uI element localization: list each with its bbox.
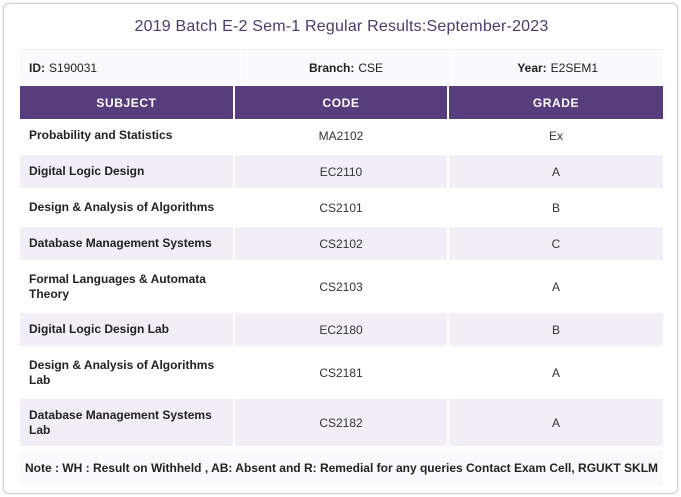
subject-cell: Database Management Systems Lab [20,399,235,449]
subject-cell: Digital Logic Design [20,155,235,191]
subject-cell: Probability and Statistics [20,119,235,155]
table-row [20,349,663,399]
grade-cell: A [449,155,663,191]
branch-cell [241,51,453,85]
year-cell [452,51,663,85]
subject-cell: Design & Analysis of Algorithms [20,191,235,227]
subject-cell: Formal Languages & Automata Theory [20,263,235,313]
year-label: Year: [517,61,547,75]
student-id-value: S190031 [49,61,98,75]
code-cell: CS2103 [235,263,449,313]
results-card [3,3,678,494]
code-cell: CS2102 [235,227,449,263]
student-id-label: ID: [29,61,45,75]
grades-table [20,86,663,449]
subject-cell: Design & Analysis of Algorithms Lab [20,349,235,399]
table-header-row [20,86,663,119]
student-id-cell [20,51,241,85]
grade-cell: A [449,399,663,449]
title-divider [20,49,663,50]
code-cell: CS2101 [235,191,449,227]
table-row [20,313,663,349]
table-row [20,155,663,191]
grade-cell: Ex [449,119,663,155]
code-cell: CS2182 [235,399,449,449]
table-row [20,119,663,155]
subject-cell: Digital Logic Design Lab [20,313,235,349]
code-cell: MA2102 [235,119,449,155]
grade-cell: B [449,313,663,349]
table-row [20,227,663,263]
code-cell: EC2180 [235,313,449,349]
header-grade: GRADE [449,86,663,119]
results-note: Note : WH : Result on Withheld , AB: Absent and R: Remedial for any queries Contact Exam Cell, RGUKT SKLM [20,450,663,486]
header-subject: SUBJECT [20,86,235,119]
branch-label: Branch: [308,61,355,75]
grade-cell: A [449,349,663,399]
page-title: 2019 Batch E-2 Sem-1 Regular Results:September-2023 [134,18,549,35]
subject-cell: Database Management Systems [20,227,235,263]
code-cell: EC2110 [235,155,449,191]
grade-cell: C [449,227,663,263]
branch-value: CSE [358,61,384,75]
code-cell: CS2181 [235,349,449,399]
grade-cell: B [449,191,663,227]
header-code: CODE [235,86,449,119]
grade-cell: A [449,263,663,313]
year-value: E2SEM1 [550,61,599,75]
student-info-row [20,51,663,85]
table-row [20,263,663,313]
table-row [20,191,663,227]
table-row [20,399,663,449]
